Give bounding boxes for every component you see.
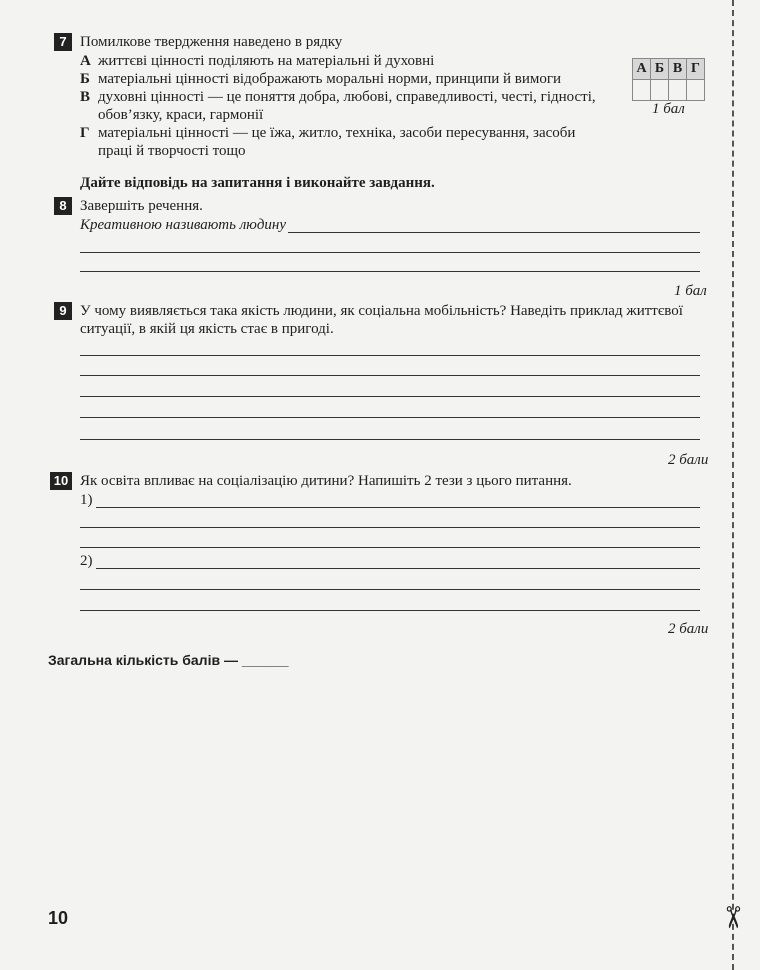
- q10-score: 2 бали: [668, 621, 709, 637]
- q10-item-1-line-1[interactable]: [96, 507, 700, 508]
- scissors-icon: ✂: [714, 904, 750, 931]
- q10-item-2-line-3[interactable]: [80, 610, 700, 611]
- q9-answer-line-2[interactable]: [80, 375, 700, 376]
- total-score-label: Загальна кількість балів — ______: [48, 652, 289, 668]
- q7-option-a-text: життєві цінності поділяють на матеріальні й духовні: [98, 53, 435, 69]
- question-9-text-line1: У чому виявляється така якість людини, як соціальна мобільність? Наведіть приклад життєвої: [80, 303, 683, 319]
- q10-item-2-label: 2): [80, 553, 93, 569]
- q10-item-1-line-3[interactable]: [80, 547, 700, 548]
- q9-answer-line-1[interactable]: [80, 355, 700, 356]
- question-8-prompt: Завершіть речення.: [80, 198, 203, 214]
- q7-option-g-text-line1: матеріальні цінності — це їжа, житло, техніка, засоби пересування, засоби: [98, 125, 576, 141]
- q8-score: 1 бал: [674, 283, 707, 299]
- q7-option-g-letter: Г: [80, 125, 90, 141]
- section-instruction: Дайте відповідь на запитання і виконайте завдання.: [80, 175, 435, 191]
- q9-score: 2 бали: [668, 452, 709, 468]
- q7-option-g-text-line2: праці й творчості тощо: [98, 143, 246, 159]
- question-10-prompt: Як освіта впливає на соціалізацію дитини? Напишіть 2 тези з цього питання.: [80, 473, 572, 489]
- q8-answer-line-3[interactable]: [80, 271, 700, 272]
- q7-option-v-letter: В: [80, 89, 91, 105]
- answer-grid-header-b: Б: [651, 59, 669, 80]
- answer-cell-b[interactable]: [651, 80, 669, 101]
- q9-answer-line-4[interactable]: [80, 417, 700, 418]
- q7-option-b-letter: Б: [80, 71, 90, 87]
- answer-grid-header-g: Г: [687, 59, 705, 80]
- q7-score: 1 бал: [652, 101, 685, 117]
- q7-answer-grid: [632, 58, 705, 101]
- question-10-number: 10: [50, 472, 72, 490]
- q8-answer-line-1[interactable]: [288, 232, 700, 233]
- answer-cell-v[interactable]: [669, 80, 687, 101]
- question-7-number: 7: [54, 33, 72, 51]
- q10-item-2-line-1[interactable]: [96, 568, 700, 569]
- q10-item-1-label: 1): [80, 492, 93, 508]
- q10-item-1-line-2[interactable]: [80, 527, 700, 528]
- question-8-number: 8: [54, 197, 72, 215]
- cut-line: [732, 0, 734, 970]
- q9-answer-line-3[interactable]: [80, 396, 700, 397]
- question-9-number: 9: [54, 302, 72, 320]
- q7-option-v-text-line2: обов’язку, краси, гармонії: [98, 107, 264, 123]
- answer-grid-header-v: В: [669, 59, 687, 80]
- answer-cell-a[interactable]: [633, 80, 651, 101]
- question-7-prompt: Помилкове твердження наведено в рядку: [80, 34, 343, 50]
- q7-option-v-text-line1: духовні цінності — це поняття добра, любові, справедливості, честі, гідності,: [98, 89, 596, 105]
- question-9-text-line2: ситуації, в якій ця якість стає в пригоді.: [80, 321, 334, 337]
- q8-answer-line-2[interactable]: [80, 252, 700, 253]
- answer-grid-header-a: А: [633, 59, 651, 80]
- q9-answer-line-5[interactable]: [80, 439, 700, 440]
- q10-item-2-line-2[interactable]: [80, 589, 700, 590]
- q7-option-b-text: матеріальні цінності відображають моральні норми, принципи й вимоги: [98, 71, 562, 87]
- answer-cell-g[interactable]: [687, 80, 705, 101]
- page-number: 10: [48, 908, 69, 928]
- q7-option-a-letter: А: [80, 53, 91, 69]
- q8-sentence-start: Креативною називають людину: [80, 217, 287, 233]
